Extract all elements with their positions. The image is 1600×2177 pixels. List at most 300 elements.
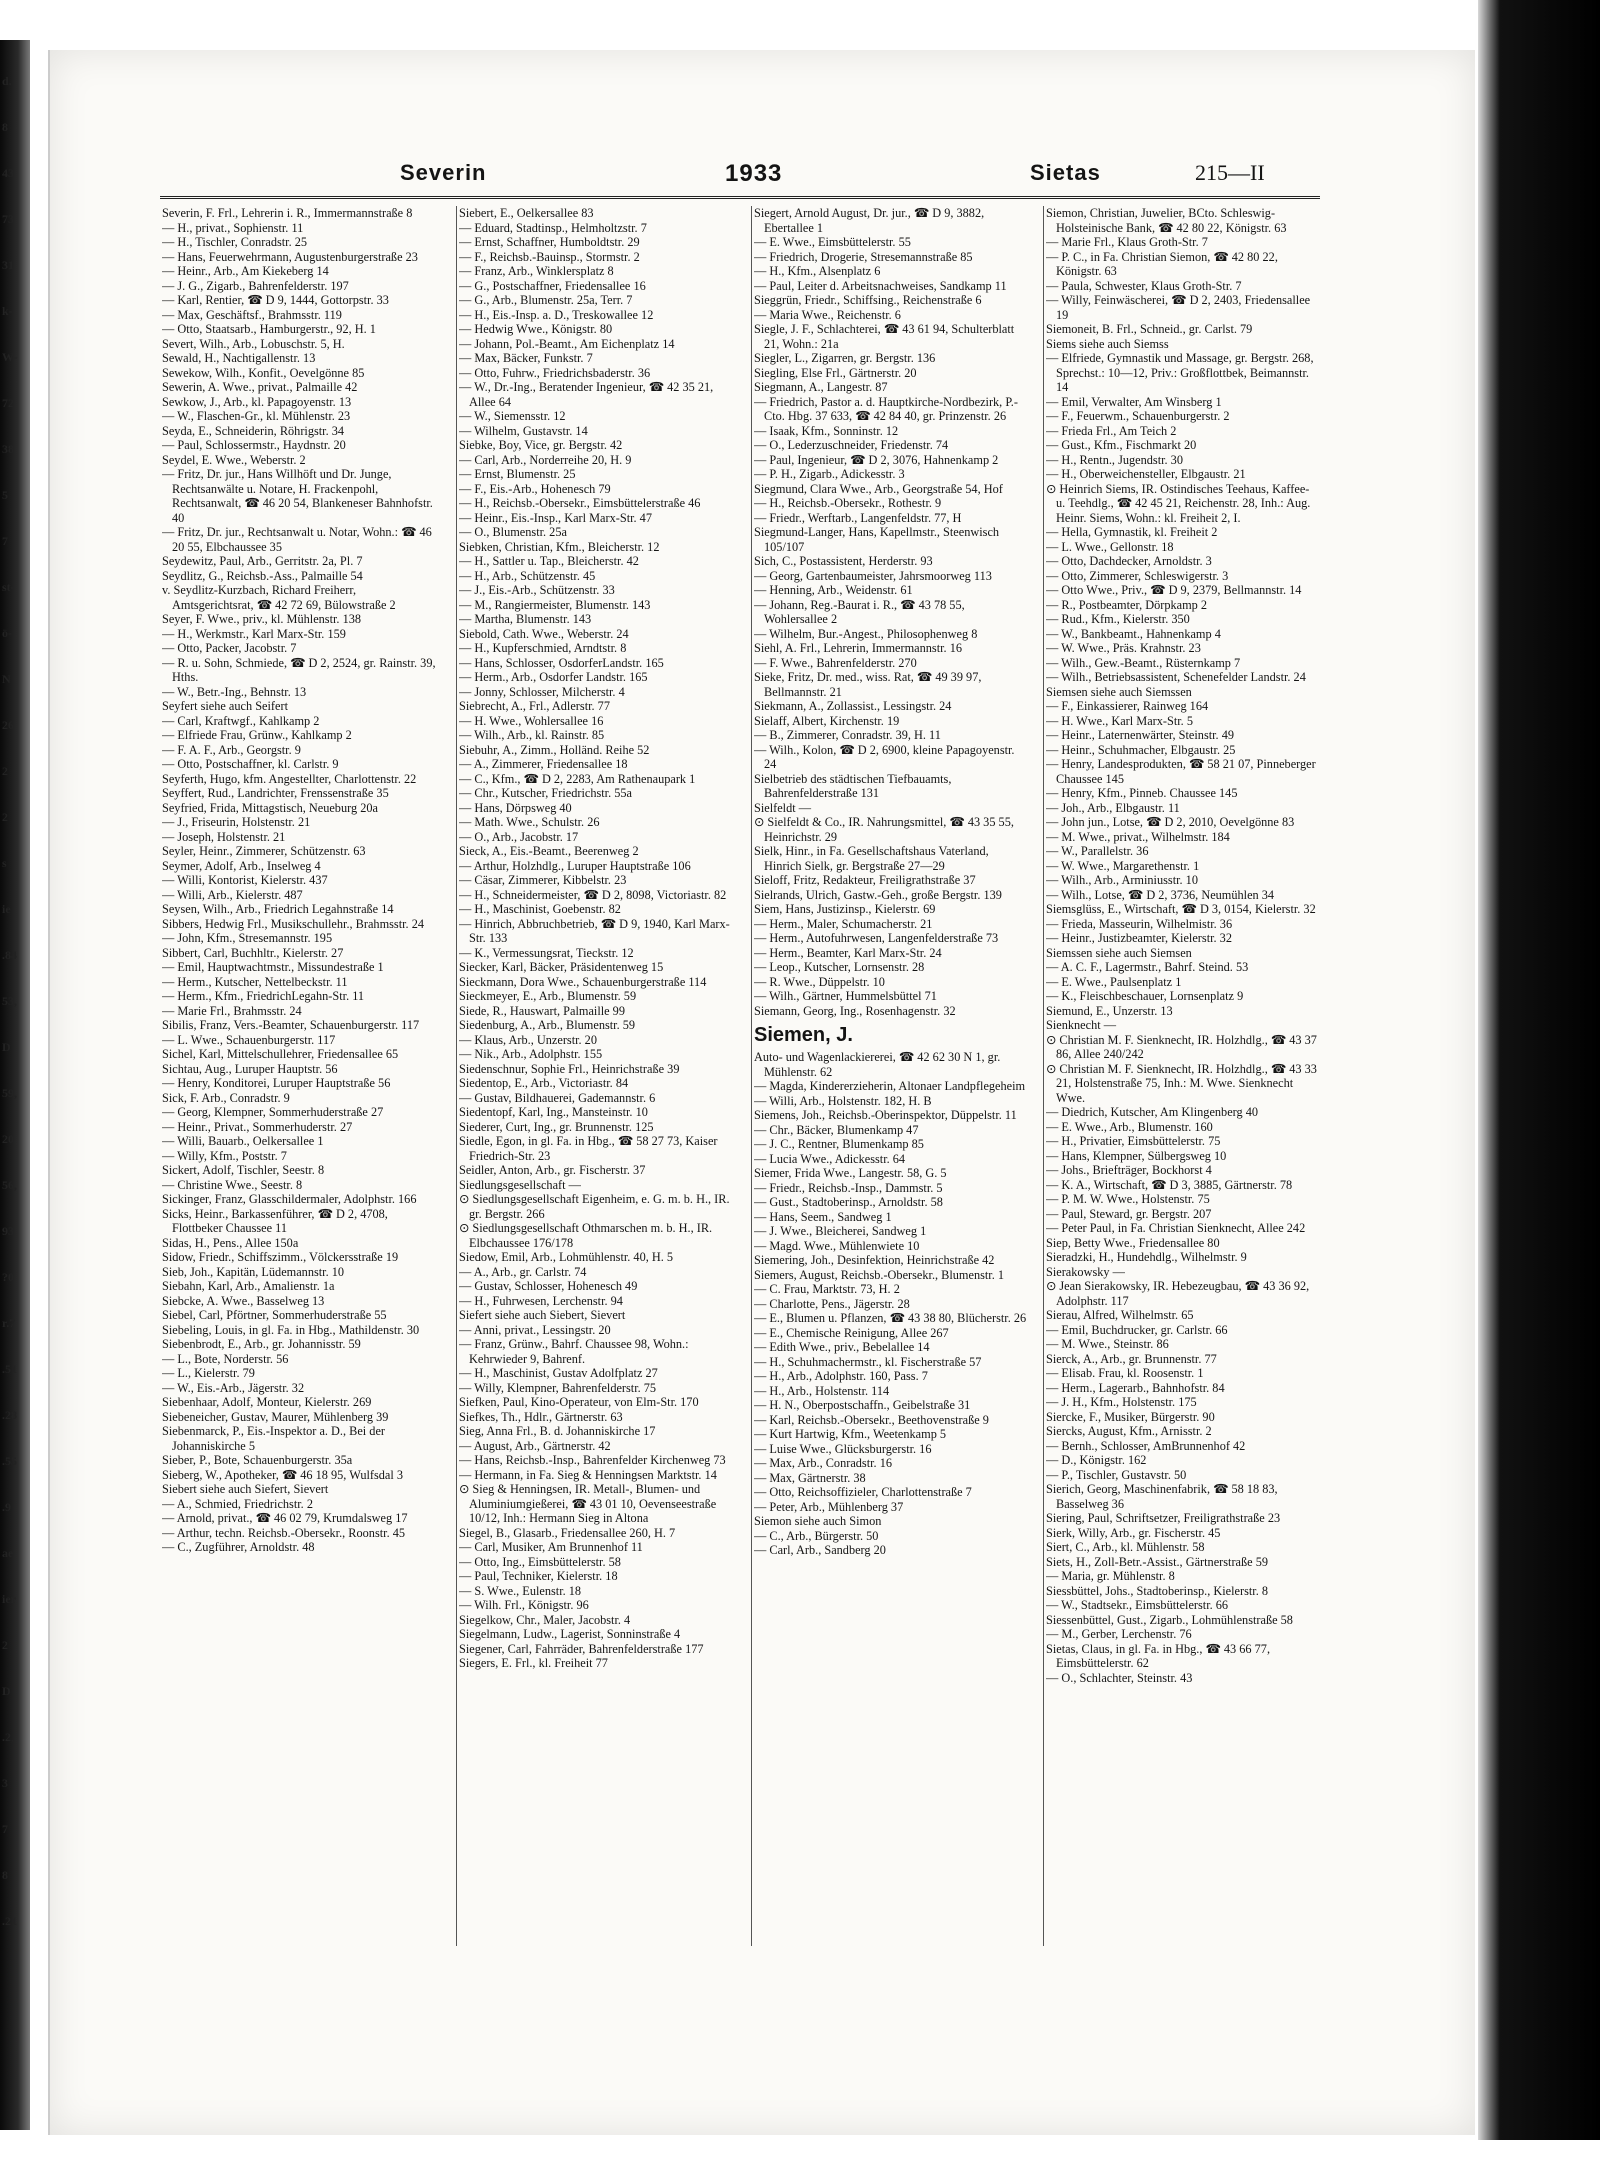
directory-entry: — John, Kfm., Stresemannstr. 195 <box>162 931 333 945</box>
directory-entry: Sienknecht — <box>1046 1018 1117 1032</box>
directory-entry: — H. N., Oberpostschaffn., Geibelstraße 31 <box>754 1398 971 1412</box>
column-2 <box>459 206 734 2006</box>
directory-entry: — Hans, Klempner, Sülbergsweg 10 <box>1046 1148 1227 1163</box>
directory-entry: — Wilhelm, Gustavstr. 14 <box>459 423 588 438</box>
directory-entry: — H., Arb., Adolphstr. 160, Pass. 7 <box>754 1369 928 1383</box>
bleed-text: ae <box>2 1546 14 1560</box>
bleed-text: 93 <box>2 1224 14 1238</box>
directory-entry: — K. A., Wirtschaft, ☎ D 3, 3885, Gärtnerstr. 78 <box>1046 1177 1293 1192</box>
directory-entry: Sielbetrieb des städtischen Tiefbauamts, Bahrenfelderstraße 131 <box>754 771 952 800</box>
directory-entry: Sieloff, Fritz, Redakteur, Freiligrathstraße 37 <box>754 873 976 887</box>
directory-entry: — Maria, gr. Mühlenstr. 8 <box>1046 1569 1175 1583</box>
directory-entry: Sickert, Adolf, Tischler, Seestr. 8 <box>162 1163 325 1177</box>
bleed-text: .55 <box>2 1454 17 1468</box>
directory-entry: — W., Stadtsekr., Eimsbüttelerstr. 66 <box>1046 1598 1229 1612</box>
directory-entry: — Carl, Arb., Norderreihe 20, H. 9 <box>459 452 632 467</box>
directory-entry: — Frieda Frl., Am Teich 2 <box>1046 423 1177 438</box>
directory-entry: Siegelkow, Chr., Maler, Jacobstr. 4 <box>459 1612 631 1627</box>
directory-entry: — Peter Paul, in Fa. Christian Sienknecht, Allee 242 <box>1046 1221 1306 1235</box>
directory-entry: — F., Reichsb.-Bauinsp., Stormstr. 2 <box>459 249 640 264</box>
directory-entry: — Willi, Arb., Holstenstr. 182, H. B <box>754 1093 932 1108</box>
directory-entry: — Otto, Packer, Jacobstr. 7 <box>162 641 297 655</box>
directory-entry: Sielk, Hinr., in Fa. Gesellschaftshaus Vaterland, Hinrich Sielk, gr. Bergstraße 27—29 <box>754 844 989 873</box>
directory-entry: ⊙ Sieg & Henningsen, IR. Metall-, Blumen- und Aluminiumgießerei, ☎ 43 01 10, Oevenseestraße 10/12, Inh.: Hermann Sieg in Altona <box>459 1482 717 1525</box>
directory-entry: Sibbers, Hedwig Frl., Musikschullehr., Brahmsstr. 24 <box>162 916 424 931</box>
bleed-text: .9 <box>2 1500 11 1514</box>
directory-entry: — Gust., Kfm., Fischmarkt 20 <box>1046 438 1197 452</box>
directory-entry: — Hedwig Wwe., Königstr. 80 <box>459 322 613 336</box>
directory-entry: Sickinger, Franz, Glasschildermaler, Adolphstr. 166 <box>162 1192 417 1206</box>
directory-entry: — Friedrich, Pastor a. d. Hauptkirche-Nordbezirk, P.-Cto. Hbg. 37 633, ☎ 42 84 40, gr. Prinzenstr. 26 <box>754 394 1018 423</box>
directory-entry: — August, Arb., Gärtnerstr. 42 <box>459 1438 611 1453</box>
directory-entry: — Paul, Steward, gr. Bergstr. 207 <box>1046 1206 1212 1221</box>
directory-entry: — Hans, Feuerwehrmann, Augustenburgerstraße 23 <box>162 249 418 264</box>
directory-entry: Siemon siehe auch Simon <box>754 1514 882 1528</box>
directory-entry: Siessenbüttel, Gust., Zigarb., Lohmühlenstraße 58 <box>1046 1612 1293 1627</box>
directory-entry: — Hans, Schlosser, OsdorferLandstr. 165 <box>459 655 664 670</box>
directory-entry: Sielfeldt — <box>754 800 812 815</box>
directory-entry: Siedentop, E., Arb., Victoriastr. 84 <box>459 1076 629 1090</box>
directory-entry: — F., Eis.-Arb., Hohenesch 79 <box>459 481 611 496</box>
directory-entry: Severin, F. Frl., Lehrerin i. R., Immermannstraße 8 <box>162 206 413 220</box>
directory-entry: — Heinr., Privat., Sommerhuderstr. 27 <box>162 1119 353 1134</box>
directory-entry: — Hinrich, Abbruchbetrieb, ☎ D 9, 1940, Karl Marx-Str. 133 <box>459 916 730 945</box>
page-number: 215—II <box>1195 160 1265 185</box>
directory-entry: — Paul, Leiter d. Arbeitsnachweises, Sandkamp 11 <box>754 278 1007 293</box>
directory-entry: — Friedrich, Drogerie, Stresemannstraße 85 <box>754 249 973 264</box>
directory-entry: — F. Wwe., Bahrenfelderstr. 270 <box>754 655 917 670</box>
bleed-text: D <box>2 1040 11 1054</box>
directory-entry: — Wilh., Lotse, ☎ D 2, 3736, Neumühlen 34 <box>1046 887 1275 902</box>
directory-entry: v. Seydlitz-Kurzbach, Richard Freiherr, Amtsgerichtsrat, ☎ 42 72 69, Bülowstraße 2 <box>162 583 396 612</box>
directory-entry: Sierau, Alfred, Wilhelmstr. 65 <box>1046 1308 1194 1322</box>
directory-entry: Siedow, Emil, Arb., Lohmühlenstr. 40, H. 5 <box>459 1250 674 1264</box>
bleed-text: 38 <box>2 442 14 456</box>
directory-entry: — Willi, Arb., Kielerstr. 487 <box>162 887 303 902</box>
directory-entry: Sierck, A., Arb., gr. Brunnenstr. 77 <box>1046 1351 1217 1366</box>
directory-entry: Siemsen siehe auch Siemssen <box>1046 684 1192 699</box>
directory-entry: — Heinr., Justizbeamter, Kielerstr. 32 <box>1046 931 1232 945</box>
directory-entry: — Martha, Blumenstr. 143 <box>459 612 592 626</box>
directory-entry: — H., Sattler u. Tap., Bleicherstr. 42 <box>459 554 639 568</box>
directory-entry: — Anni, privat., Lessingstr. 20 <box>459 1322 611 1337</box>
directory-entry: Siekmann, A., Zollassist., Lessingstr. 24 <box>754 699 952 713</box>
directory-entry: Siegmann, A., Langestr. 87 <box>754 380 888 394</box>
directory-entry: — Franz, Grünw., Bahrf. Chaussee 98, Wohn.: Kehrwieder 9, Bahrenf. <box>459 1337 689 1366</box>
directory-entry: — Heinr., Arb., Am Kiekeberg 14 <box>162 264 329 278</box>
directory-entry: — W., Eis.-Arb., Jägerstr. 32 <box>162 1380 305 1395</box>
directory-entry: — Elfriede, Gymnastik und Massage, gr. Bergstr. 268, Sprechst.: 10—12, Priv.: Großflottbek, Beimannstr. 14 <box>1046 351 1314 394</box>
directory-entry: Sieradzki, H., Hundehdlg., Wilhelmstr. 9 <box>1046 1250 1247 1264</box>
directory-entry: — Willy, Feinwäscherei, ☎ D 2, 2403, Friedensallee 19 <box>1046 293 1311 322</box>
directory-entry: Siemann, Georg, Ing., Rosenhagenstr. 32 <box>754 1003 956 1018</box>
directory-entry: Siems siehe auch Siemss <box>1046 336 1169 351</box>
directory-entry: ⊙ Sielfeldt & Co., IR. Nahrungsmittel, ☎ 43 35 55, Heinrichstr. 29 <box>754 815 1014 844</box>
bleed-text: ö- <box>2 626 12 640</box>
header-rule <box>160 196 1320 199</box>
directory-entry: — M., Rangiermeister, Blumenstr. 143 <box>459 597 651 612</box>
directory-entry: Siercke, F., Musiker, Bürgerstr. 90 <box>1046 1409 1215 1424</box>
directory-entry: — H., Fuhrwesen, Lerchenstr. 94 <box>459 1293 623 1308</box>
bottom-margin <box>0 2140 1600 2177</box>
directory-entry: ⊙ Christian M. F. Sienknecht, IR. Holzhdlg., ☎ 43 37 86, Allee 240/242 <box>1046 1032 1317 1061</box>
directory-entry: Sidas, H., Pens., Allee 150a <box>162 1235 299 1250</box>
directory-entry: Siemers, August, Reichsb.-Obersekr., Blumenstr. 1 <box>754 1267 1005 1282</box>
directory-entry: Siebert siehe auch Siefert, Sievert <box>162 1482 329 1496</box>
directory-entry: — Max, Geschäftsf., Brahmsstr. 119 <box>162 307 342 322</box>
bleed-text: 7 <box>2 534 8 548</box>
directory-entry: — F., Feuerwm., Schauenburgerstr. 2 <box>1046 409 1230 423</box>
directory-entry: — Johs., Briefträger, Bockhorst 4 <box>1046 1163 1212 1177</box>
directory-entry: Seydewitz, Paul, Arb., Gerritstr. 2a, Pl. 7 <box>162 554 363 568</box>
directory-entry: — H., Privatier, Eimsbüttelerstr. 75 <box>1046 1134 1221 1148</box>
bleed-text: 43 <box>2 166 14 180</box>
directory-entry: Siep, Betty Wwe., Friedensallee 80 <box>1046 1235 1220 1250</box>
bleed-text: ier <box>2 1592 16 1606</box>
directory-entry: — Rud., Kfm., Kielerstr. 350 <box>1046 612 1190 626</box>
directory-entry: — C. Frau, Marktstr. 73, H. 2 <box>754 1282 900 1296</box>
bleed-text: r.7 <box>2 1316 16 1330</box>
directory-entry: — H., Werkmstr., Karl Marx-Str. 159 <box>162 626 346 641</box>
directory-entry: — C., Zugführer, Arnoldstr. 48 <box>162 1540 315 1554</box>
directory-entry: — E., Blumen u. Pflanzen, ☎ 43 38 80, Blücherstr. 26 <box>754 1311 1027 1325</box>
bleed-text: d. <box>2 74 12 88</box>
directory-entry: Siemer, Frida Wwe., Langestr. 58, G. 5 <box>754 1166 947 1180</box>
directory-entry: — J., Eis.-Arb., Schützenstr. 33 <box>459 583 615 597</box>
directory-entry: Sielrands, Ulrich, Gastw.-Geh., große Bergstr. 139 <box>754 887 1002 902</box>
directory-entry: — W., Bankbeamt., Hahnenkamp 4 <box>1046 626 1221 641</box>
bleed-text: 3 <box>2 1776 8 1790</box>
directory-entry: — Otto, Reichsoffizieler, Charlottenstraße 7 <box>754 1485 972 1499</box>
directory-entry: — W., Betr.-Ing., Behnstr. 13 <box>162 684 307 699</box>
directory-entry: Siering, Paul, Schriftsetzer, Freiligrathstraße 23 <box>1046 1511 1281 1525</box>
directory-entry: Sielaff, Albert, Kirchenstr. 19 <box>754 713 900 728</box>
directory-entry: — Franz, Arb., Winklersplatz 8 <box>459 264 614 278</box>
directory-entry: Siebahn, Karl, Arb., Amalienstr. 1a <box>162 1279 335 1293</box>
directory-entry: — J. H., Kfm., Holstenstr. 175 <box>1046 1395 1197 1409</box>
directory-entry: — Otto, Fuhrw., Friedrichsbaderstr. 36 <box>459 365 651 380</box>
directory-entry: — Hans, Reichsb.-Insp., Bahrenfelder Kirchenweg 73 <box>459 1453 726 1467</box>
bleed-text: 59, <box>2 1086 17 1100</box>
directory-entry: Sewerin, A. Wwe., privat., Palmaille 42 <box>162 380 358 394</box>
directory-entry: — Georg, Gartenbaumeister, Jahrsmoorweg 113 <box>754 568 992 583</box>
directory-entry: — Wilhelm, Bur.-Angest., Philosophenweg 8 <box>754 626 978 641</box>
directory-entry: — E., Chemische Reinigung, Allee 267 <box>754 1325 949 1340</box>
directory-entry: Seyler, Heinr., Zimmerer, Schützenstr. 63 <box>162 844 366 858</box>
directory-entry: Sieb, Joh., Kapitän, Lüdemannstr. 10 <box>162 1264 345 1279</box>
directory-entry: — H., Rentn., Jugendstr. 30 <box>1046 452 1183 467</box>
directory-entry: Siegle, J. F., Schlachterei, ☎ 43 61 94, Schulterblatt 21, Wohn.: 21a <box>754 322 1015 351</box>
directory-entry: Siegel, B., Glasarb., Friedensallee 260, H. 7 <box>459 1525 676 1540</box>
directory-entry: — Gust., Stadtoberinsp., Arnoldstr. 58 <box>754 1195 943 1209</box>
directory-entry: — Carl, Kraftwgf., Kahlkamp 2 <box>162 713 320 728</box>
directory-entry: Seydlitz, G., Reichsb.-Ass., Palmaille 54 <box>162 568 363 583</box>
directory-entry: — P., Tischler, Gustavstr. 50 <box>1046 1467 1187 1482</box>
directory-entry: Siebel, Carl, Pförtner, Sommerhuderstraße 55 <box>162 1308 387 1322</box>
directory-entry: — Charlotte, Pens., Jägerstr. 28 <box>754 1296 910 1311</box>
directory-entry: Siebeling, Louis, in gl. Fa. in Hbg., Mathildenstr. 30 <box>162 1322 420 1337</box>
directory-entry: — R., Postbeamter, Dörpkamp 2 <box>1046 597 1208 612</box>
directory-entry: — Johann, Pol.-Beamt., Am Eichenplatz 14 <box>459 336 675 351</box>
directory-entry: — Arnold, privat., ☎ 46 02 79, Krumdalsweg 17 <box>162 1511 408 1525</box>
directory-entry: ⊙ Siedlungsgesellschaft Othmarschen m. b. H., IR. Elbchaussee 176/178 <box>459 1221 713 1250</box>
directory-entry: Siefkes, Th., Hdlr., Gärtnerstr. 63 <box>459 1409 623 1424</box>
directory-entry: — H., Eis.-Insp. a. D., Treskowallee 12 <box>459 307 654 322</box>
directory-entry: — Wilh., Kolon, ☎ D 2, 6900, kleine Papagoyenstr. 24 <box>754 742 1015 771</box>
directory-entry: — Kurt Hartwig, Kfm., Weetenkamp 5 <box>754 1427 947 1441</box>
directory-entry: Seyfert siehe auch Seifert <box>162 699 288 713</box>
bleed-text: N <box>2 672 11 686</box>
directory-entry: — W. Wwe., Präs. Krahnstr. 23 <box>1046 641 1201 655</box>
directory-entry: — Joseph, Holstenstr. 21 <box>162 829 286 844</box>
directory-entry: — W., Flaschen-Gr., kl. Mühlenstr. 23 <box>162 409 351 423</box>
directory-entry: — Johann, Reg.-Baurat i. R., ☎ 43 78 55, Wohlersallee 2 <box>754 597 965 626</box>
directory-entry: — J. G., Zigarb., Bahrenfelderstr. 197 <box>162 278 349 293</box>
directory-entry: — Ernst, Blumenstr. 25 <box>459 467 576 481</box>
bleed-text: .51 <box>2 1362 17 1376</box>
directory-entry: — Max, Bäcker, Funkstr. 7 <box>459 351 593 365</box>
directory-entry: Sierk, Willy, Arb., gr. Fischerstr. 45 <box>1046 1525 1221 1540</box>
directory-entry: — F., Einkassierer, Rainweg 164 <box>1046 699 1209 713</box>
bleed-text: .84 <box>2 948 17 962</box>
bleed-text: 7 <box>2 1822 8 1836</box>
directory-entry: Seyda, E., Schneiderin, Röhrigstr. 34 <box>162 423 345 438</box>
directory-entry: — Hella, Gymnastik, kl. Freiheit 2 <box>1046 525 1218 539</box>
directory-entry: — J. Wwe., Bleicherei, Sandweg 1 <box>754 1224 927 1238</box>
directory-entry: — Wilh., Gärtner, Hummelsbüttel 71 <box>754 989 937 1003</box>
directory-entry: — P. H., Zigarb., Adickesstr. 3 <box>754 467 905 481</box>
directory-entry: — Henry, Kfm., Pinneb. Chaussee 145 <box>1046 786 1238 800</box>
directory-entry: Sibbert, Carl, Buchhltr., Kielerstr. 27 <box>162 945 344 960</box>
directory-entry: — H. Wwe., Karl Marx-Str. 5 <box>1046 713 1193 728</box>
directory-entry: — Herm., Beamter, Karl Marx-Str. 24 <box>754 945 942 960</box>
directory-entry: — Isaak, Kfm., Sonninstr. 12 <box>754 423 899 438</box>
directory-entry: — Klaus, Arb., Unzerstr. 20 <box>459 1032 597 1047</box>
directory-entry: — A., Arb., gr. Carlstr. 74 <box>459 1264 587 1279</box>
directory-entry: — Max, Gärtnerstr. 38 <box>754 1470 866 1485</box>
directory-entry: Sierakowsky — <box>1046 1264 1125 1279</box>
directory-entry: — F. A. F., Arb., Georgstr. 9 <box>162 742 301 757</box>
directory-entry: — Paula, Schwester, Klaus Groth-Str. 7 <box>1046 278 1242 293</box>
directory-entry: — Karl, Reichsb.-Obersekr., Beethovenstraße 9 <box>754 1412 989 1427</box>
directory-entry: Siemoneit, B. Frl., Schneid., gr. Carlst. 79 <box>1046 322 1253 336</box>
directory-entry: Siedlungsgesellschaft — <box>459 1177 581 1192</box>
directory-entry: — L. Wwe., Gellonstr. 18 <box>1046 539 1174 554</box>
directory-entry: — Luise Wwe., Glücksburgerstr. 16 <box>754 1441 932 1456</box>
directory-entry: — Frieda, Masseurin, Wilhelmistr. 36 <box>1046 916 1233 931</box>
directory-entry: Sieckmeyer, E., Arb., Blumenstr. 59 <box>459 989 637 1003</box>
directory-entry: — O., Blumenstr. 25a <box>459 525 567 539</box>
directory-entry: — Marie Frl., Klaus Groth-Str. 7 <box>1046 235 1208 249</box>
directory-entry: — Wilh. Frl., Königstr. 96 <box>459 1598 589 1612</box>
directory-entry: — Wilh., Arb., kl. Rainstr. 85 <box>459 728 605 742</box>
directory-entry: Siebeneicher, Gustav, Maurer, Mühlenberg 39 <box>162 1409 389 1424</box>
directory-entry: — Otto, Dachdecker, Arnoldstr. 3 <box>1046 554 1212 568</box>
running-header <box>150 160 1320 190</box>
directory-entry: — C., Kfm., ☎ D 2, 2283, Am Rathenaupark 1 <box>459 771 696 786</box>
directory-entry: — L., Bote, Norderstr. 56 <box>162 1351 289 1366</box>
directory-entry: Siecker, Karl, Bäcker, Präsidentenweg 15 <box>459 960 664 974</box>
directory-entry: — Herm., Kfm., FriedrichLegahn-Str. 11 <box>162 989 365 1003</box>
directory-entry: — Magda, Kindererzieherin, Altonaer Landpflegeheim <box>754 1079 1026 1093</box>
directory-entry: — A. C. F., Lagermstr., Bahrf. Steind. 53 <box>1046 960 1249 974</box>
header-last-name: Sietas <box>1030 160 1101 185</box>
directory-entry: Siehl, A. Frl., Lehrerin, Immermannstr. 16 <box>754 641 962 655</box>
directory-entry: Siert, C., Arb., kl. Mühlenstr. 58 <box>1046 1540 1205 1554</box>
bleed-text: 8 <box>2 1868 8 1882</box>
bleed-text: 2 <box>2 810 8 824</box>
directory-entry: — J. C., Rentner, Blumenkamp 85 <box>754 1137 924 1151</box>
directory-entry: — Edith Wwe., priv., Bebelallee 14 <box>754 1340 930 1354</box>
directory-entry: Siegmund, Clara Wwe., Arb., Georgstraße 54, Hof <box>754 481 1003 496</box>
directory-entry: Siercks, August, Kfm., Arnisstr. 2 <box>1046 1424 1212 1438</box>
directory-entry: — G., Arb., Blumenstr. 25a, Terr. 7 <box>459 293 633 307</box>
bleed-text: st- <box>2 580 15 594</box>
header-year: 1933 <box>725 160 783 187</box>
directory-entry: Siemund, E., Unzerstr. 13 <box>1046 1003 1173 1018</box>
directory-entry: Siegelmann, Ludw., Lagerist, Sonninstraße 4 <box>459 1627 681 1641</box>
directory-entry: — Cäsar, Zimmerer, Kibbelstr. 23 <box>459 873 627 887</box>
directory-entry: Siegener, Carl, Fahrräder, Bahrenfelderstraße 177 <box>459 1641 704 1656</box>
directory-entry: — M. Wwe., privat., Wilhelmstr. 184 <box>1046 829 1230 844</box>
directory-entry: — M. Wwe., Steinstr. 86 <box>1046 1337 1169 1351</box>
bleed-text: s <box>2 856 7 870</box>
directory-entry: — W. Wwe., Margarethenstr. 1 <box>1046 858 1200 873</box>
bleed-text: .28 <box>2 1408 17 1422</box>
directory-entry: — K., Fleischbeschauer, Lornsenplatz 9 <box>1046 989 1244 1003</box>
directory-entry: Siefken, Paul, Kino-Operateur, von Elm-Str. 170 <box>459 1395 699 1409</box>
directory-entry: Seysen, Wilh., Arb., Friedrich Legahnstraße 14 <box>162 902 394 916</box>
directory-entry: Siebert, E., Oelkersallee 83 <box>459 206 594 220</box>
directory-entry: — Heinr., Laternenwärter, Steinstr. 49 <box>1046 728 1235 742</box>
directory-entry: — Otto Wwe., Priv., ☎ D 9, 2379, Bellmannstr. 14 <box>1046 583 1302 597</box>
directory-entry: Sich, C., Postassistent, Herderstr. 93 <box>754 554 933 568</box>
directory-entry: Severt, Wilh., Arb., Lobuschstr. 5, H. <box>162 336 345 351</box>
directory-entry: Siemering, Joh., Desinfektion, Heinrichstraße 42 <box>754 1253 995 1267</box>
bleed-text: 56, <box>2 1178 17 1192</box>
bleed-text: 5 <box>2 488 8 502</box>
directory-entry: — H., Oberweichensteller, Elbgaustr. 21 <box>1046 467 1246 481</box>
directory-entry: — H. Wwe., Wohlersallee 16 <box>459 713 604 728</box>
directory-entry: ⊙ Christian M. F. Sienknecht, IR. Holzhdlg., ☎ 43 33 21, Holstenstraße 75, Inh.: M. Wwe. Sienknecht Wwe. <box>1046 1061 1317 1105</box>
directory-entry: — O., Arb., Jacobstr. 17 <box>459 829 579 844</box>
directory-entry: — Otto, Postschaffner, kl. Carlstr. 9 <box>162 757 339 771</box>
directory-entry: — B., Zimmerer, Conradstr. 39, H. 11 <box>754 728 941 742</box>
directory-entry: — Ernst, Schaffner, Humboldtstr. 29 <box>459 235 640 249</box>
directory-entry: — H., privat., Sophienstr. 11 <box>162 220 304 235</box>
directory-entry: — Fritz, Dr. jur., Rechtsanwalt u. Notar, Wohn.: ☎ 46 20 55, Elbchaussee 35 <box>162 525 432 554</box>
directory-entry: Siederer, Curt, Ing., gr. Brunnenstr. 125 <box>459 1119 654 1134</box>
directory-entry: Siessbüttel, Johs., Stadtoberinsp., Kielerstr. 8 <box>1046 1583 1269 1598</box>
directory-entry: Siem, Hans, Justizinsp., Kielerstr. 69 <box>754 902 936 916</box>
directory-entry: Siebke, Boy, Vice, gr. Bergstr. 42 <box>459 438 623 452</box>
directory-entry: Siegler, L., Zigarren, gr. Bergstr. 136 <box>754 351 936 365</box>
bleed-text: ie <box>2 902 11 916</box>
directory-entry: — Diedrich, Kutscher, Am Klingenberg 40 <box>1046 1105 1259 1119</box>
directory-entry: Siebuhr, A., Zimm., Holländ. Reihe 52 <box>459 742 650 757</box>
directory-entry: — A., Zimmerer, Friedensallee 18 <box>459 757 628 771</box>
directory-entry: Sibilis, Franz, Vers.-Beamter, Schauenburgerstr. 117 <box>162 1018 420 1032</box>
directory-entry: — C., Arb., Bürgerstr. 50 <box>754 1528 879 1543</box>
directory-entry: Seyer, F. Wwe., priv., kl. Mühlenstr. 138 <box>162 612 362 626</box>
directory-entry: Sieggrün, Friedr., Schiffsing., Reichenstraße 6 <box>754 293 982 307</box>
bleed-text: 8 <box>2 120 8 134</box>
directory-entry: — Friedr., Reichsb.-Insp., Dammstr. 5 <box>754 1180 943 1195</box>
directory-entry: ⊙ Heinrich Siems, IR. Ostindisches Teehaus, Kaffee- u. Teehdlg., ☎ 42 45 21, Reichenstr. 28, Inh.: Aug. Heinr. Siems, Wohn.: kl. Freiheit 2, I. <box>1046 481 1311 525</box>
directory-entry: — Herm., Maler, Schumacherstr. 21 <box>754 916 933 931</box>
directory-entry: ⊙ Siedlungsgesellschaft Eigenheim, e. G. m. b. H., IR. gr. Bergstr. 266 <box>459 1192 730 1221</box>
directory-entry: — M., Gerber, Lerchenstr. 76 <box>1046 1627 1192 1641</box>
directory-entry: — S. Wwe., Eulenstr. 18 <box>459 1583 582 1598</box>
directory-entry: — W., Dr.-Ing., Beratender Ingenieur, ☎ 42 35 21, Allee 64 <box>459 380 714 409</box>
directory-entry: Siefert siehe auch Siebert, Sievert <box>459 1308 626 1322</box>
directory-entry: — Otto, Zimmerer, Schleswigerstr. 3 <box>1046 568 1229 583</box>
directory-entry: — Paul, Schlossermstr., Haydnstr. 20 <box>162 438 346 452</box>
directory-entry: — H., Arb., Holstenstr. 114 <box>754 1383 890 1398</box>
directory-entry: — Willi, Kontorist, Kielerstr. 437 <box>162 873 328 887</box>
directory-entry: — Marie Frl., Brahmsstr. 24 <box>162 1003 302 1018</box>
directory-entry: — Gustav, Schlosser, Hohenesch 49 <box>459 1279 638 1293</box>
directory-entry: Sieber, P., Bote, Schauenburgerstr. 35a <box>162 1453 353 1467</box>
directory-entry: Sieckmann, Dora Wwe., Schauenburgerstraße 114 <box>459 974 707 989</box>
bleed-text: ?0 <box>2 1270 14 1284</box>
directory-entry: Seyffert, Rud., Landrichter, Frenssenstraße 35 <box>162 786 389 800</box>
directory-entry: — P. C., in Fa. Christian Siemon, ☎ 42 80 22, Königstr. 63 <box>1046 249 1278 278</box>
bleed-text: 26 <box>2 718 14 732</box>
directory-entry: — Paul, Techniker, Kielerstr. 18 <box>459 1569 618 1583</box>
directory-entry: Sieck, A., Eis.-Beamt., Beerenweg 2 <box>459 844 639 858</box>
directory-entry: — Chr., Kutscher, Friedrichstr. 55a <box>459 786 633 800</box>
directory-entry: Sichel, Karl, Mittelschullehrer, Friedensallee 65 <box>162 1047 399 1061</box>
directory-entry: — Christine Wwe., Seestr. 8 <box>162 1177 303 1192</box>
column-4 <box>1046 206 1321 2006</box>
directory-entry: Sick, F. Arb., Conradstr. 9 <box>162 1090 290 1105</box>
directory-entry: — Peter, Arb., Mühlenberg 37 <box>754 1499 904 1514</box>
column-1 <box>162 206 437 2006</box>
directory-entry: — H., Schuhmachermstr., kl. Fischerstraße 57 <box>754 1354 982 1369</box>
directory-entry: — E. Wwe., Arb., Blumenstr. 160 <box>1046 1119 1213 1134</box>
directory-entry: Siebenmarck, P., Eis.-Inspektor a. D., Bei der Johanniskirche 5 <box>162 1424 386 1453</box>
directory-entry: Sicks, Heinr., Barkassenführer, ☎ D 2, 4708, Flottbeker Chaussee 11 <box>162 1206 388 1235</box>
directory-entry: Siebken, Christian, Kfm., Bleicherstr. 12 <box>459 539 660 554</box>
directory-entry: — R. Wwe., Düppelstr. 10 <box>754 974 885 989</box>
directory-entry: — Emil, Buchdrucker, gr. Carlstr. 66 <box>1046 1322 1228 1337</box>
directory-entry: — Heinr., Schuhmacher, Elbgaustr. 25 <box>1046 742 1236 757</box>
directory-entry: — Herm., Lagerarb., Bahnhofstr. 84 <box>1046 1380 1225 1395</box>
directory-entry: — H., Kfm., Alsenplatz 6 <box>754 264 881 278</box>
directory-entry: Siemen, J. <box>754 1024 853 1046</box>
directory-entry: — Gustav, Bildhauerei, Gademannstr. 6 <box>459 1090 656 1105</box>
bleed-text: k- <box>2 304 13 318</box>
directory-entry: — Leop., Kutscher, Lornsenstr. 28 <box>754 960 925 974</box>
bleed-text: 2 <box>2 1638 8 1652</box>
directory-entry: — H., Kupferschmied, Arndtstr. 8 <box>459 641 627 655</box>
directory-entry: — Eduard, Stadtinsp., Helmholtzstr. 7 <box>459 220 647 235</box>
directory-entry: — Wilh., Gew.-Beamt., Rüsternkamp 7 <box>1046 655 1241 670</box>
directory-entry: Siemsglüss, E., Wirtschaft, ☎ D 3, 0154, Kielerstr. 32 <box>1046 902 1316 916</box>
directory-entry: Sewekow, Wilh., Konfit., Oevelgönne 85 <box>162 365 365 380</box>
directory-entry: — Max, Arb., Conradstr. 16 <box>754 1456 892 1470</box>
directory-entry: — Hermann, in Fa. Sieg & Henningsen Marktstr. 14 <box>459 1467 717 1482</box>
directory-entry: — Math. Wwe., Schulstr. 26 <box>459 815 600 829</box>
directory-entry: Siemens, Joh., Reichsb.-Oberinspektor, Düppelstr. 11 <box>754 1108 1017 1122</box>
directory-entry: — Nik., Arb., Adolphstr. 155 <box>459 1047 603 1061</box>
directory-entry: Siebold, Cath. Wwe., Weberstr. 24 <box>459 626 629 641</box>
directory-entry: — L., Kielerstr. 79 <box>162 1366 255 1380</box>
directory-entry: — H., Tischler, Conradstr. 25 <box>162 235 308 249</box>
directory-entry: Siebcke, A. Wwe., Basselweg 13 <box>162 1293 325 1308</box>
directory-entry: Siemon, Christian, Juwelier, BCto. Schleswig-Holsteinische Bank, ☎ 42 80 22, Königstr. 63 <box>1046 206 1287 235</box>
